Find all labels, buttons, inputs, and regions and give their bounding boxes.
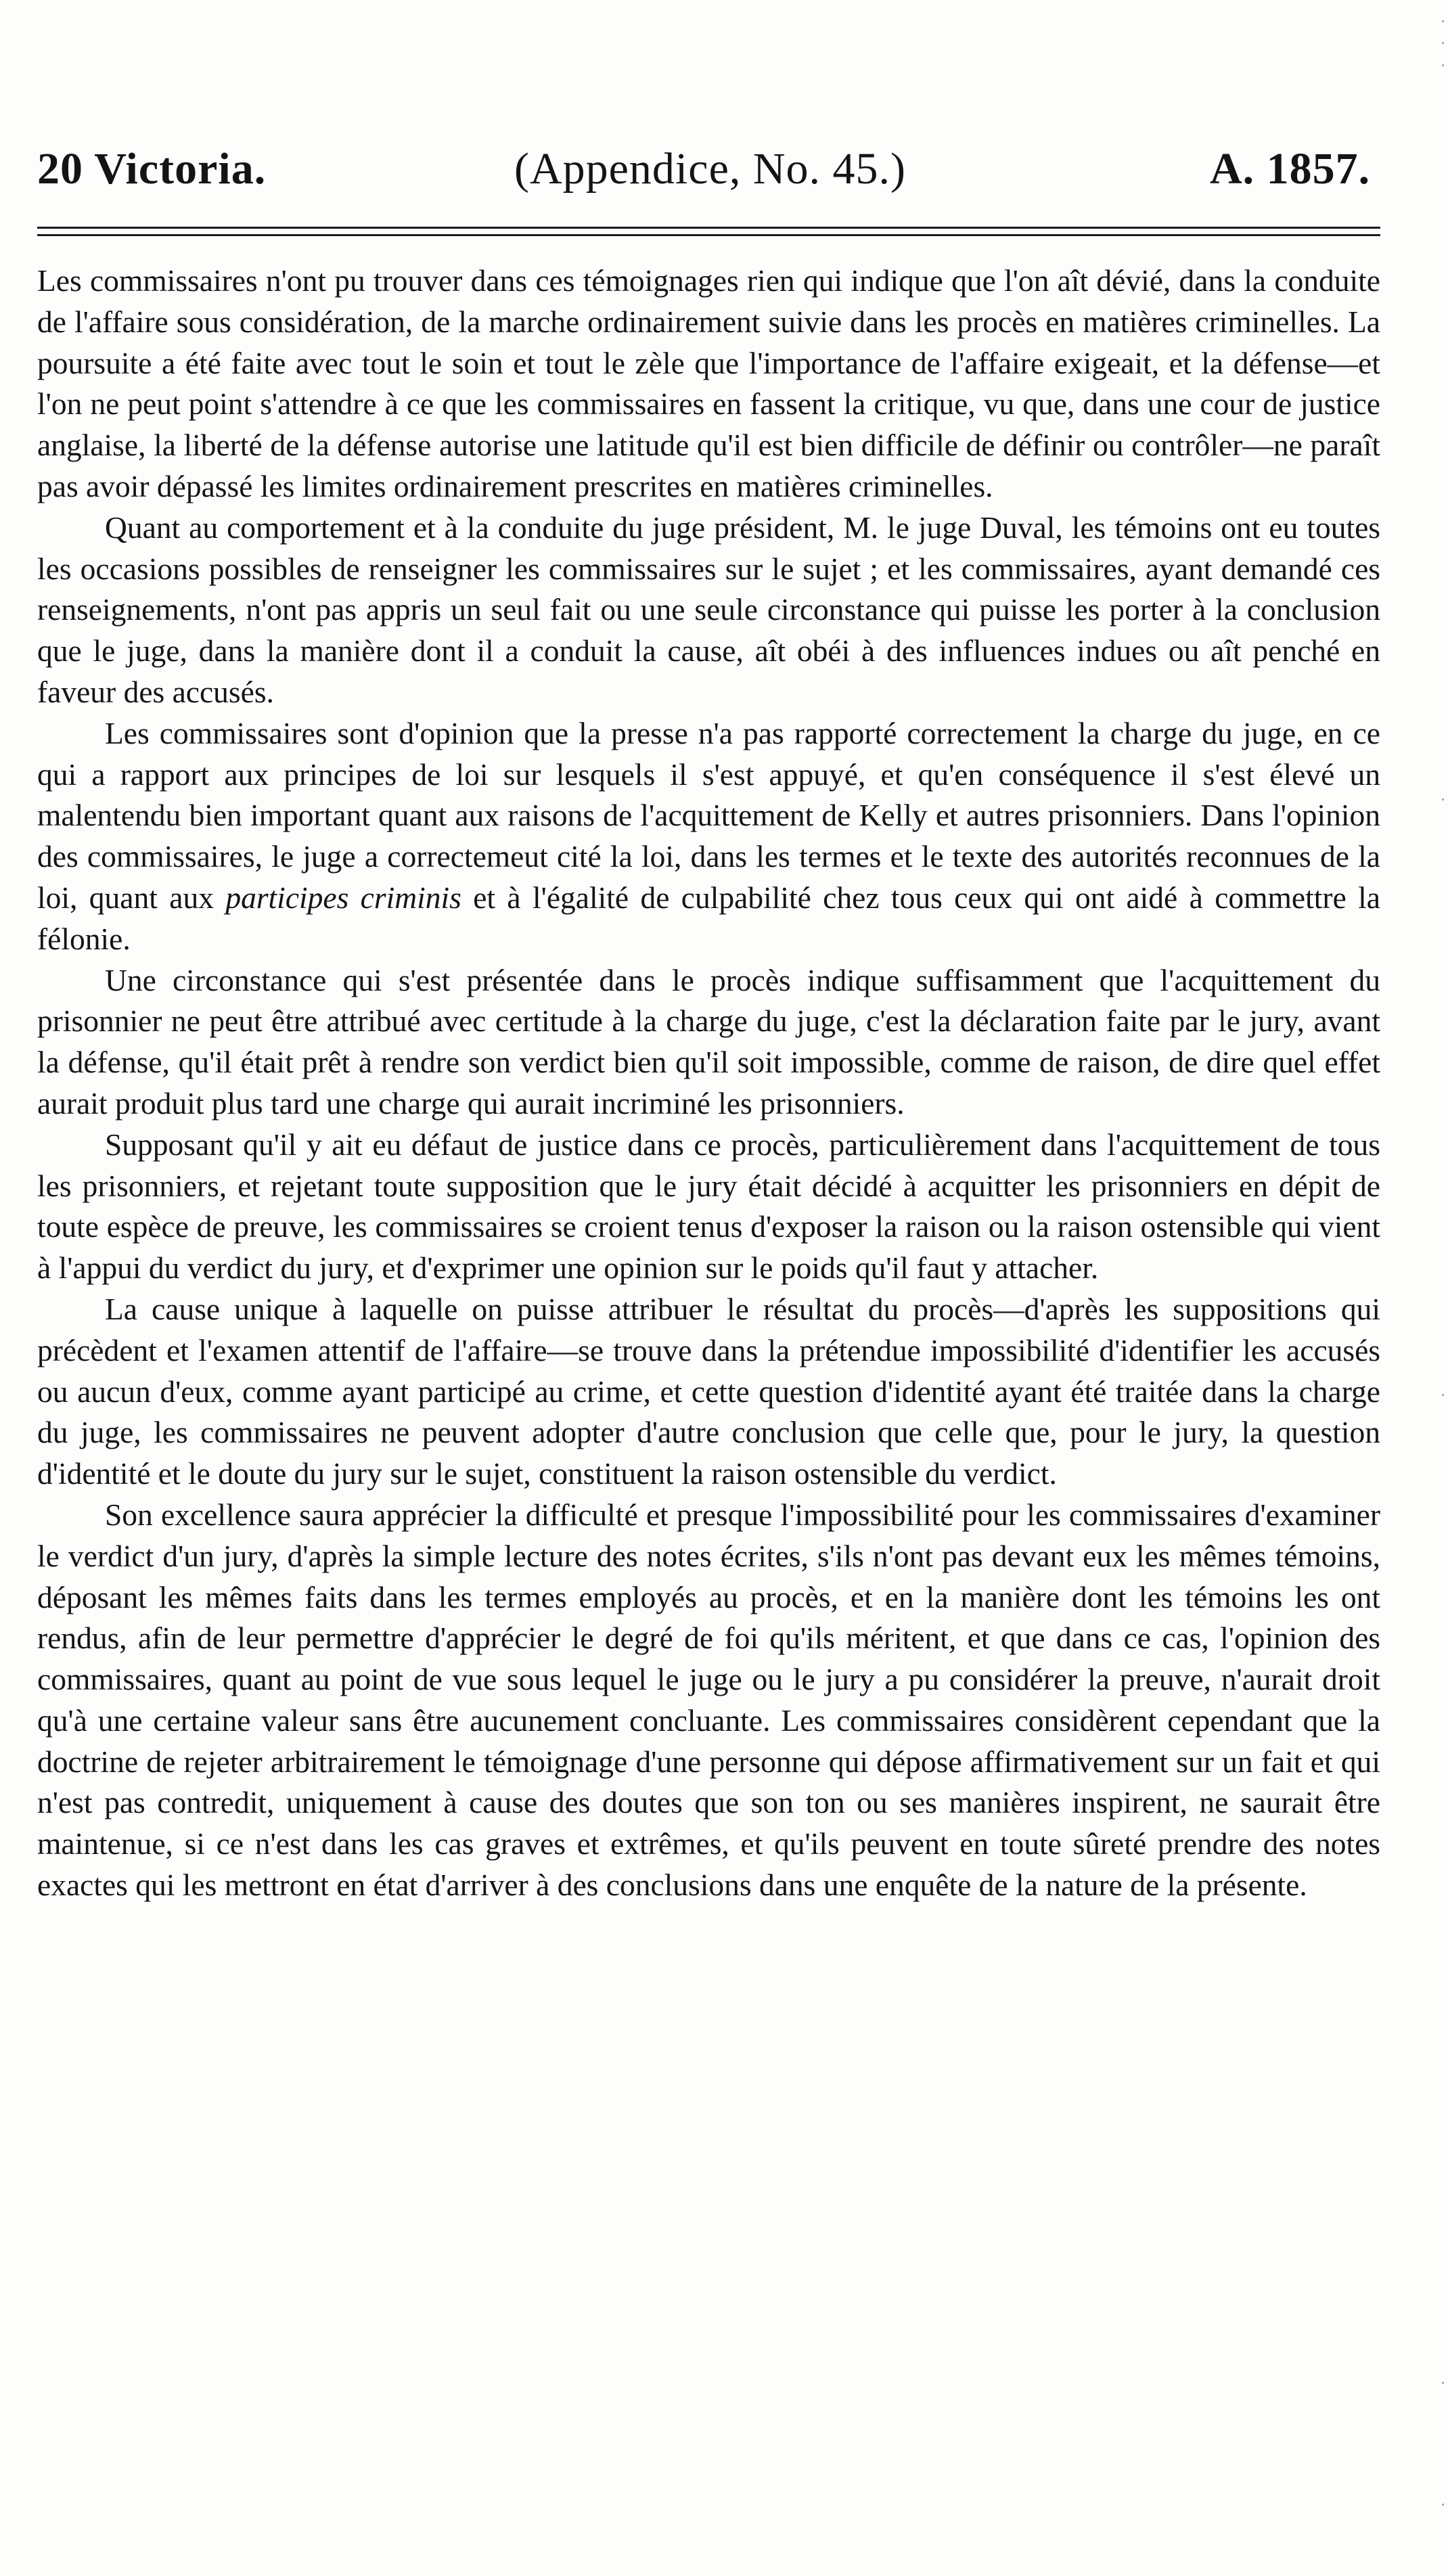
header-year: A. 1857. xyxy=(1210,144,1371,194)
body-text xyxy=(37,261,1380,1906)
paragraph-3-italic-term: participes criminis xyxy=(225,880,461,915)
paragraph-3 xyxy=(37,713,1380,960)
paragraph-3-text-after: et à l'égalité de culpabilité chez tous ceux qui ont aidé à commettre la félonie. xyxy=(37,880,1380,956)
header-session: 20 Victoria. xyxy=(37,144,267,194)
paragraph-5: Supposant qu'il y ait eu défaut de justice dans ce procès, particulièrement dans l'acquittement de tous les prisonniers, et rejetant toute supposition que le jury était décidé à acquitter les prisonniers en dépit de toute espèce de preuve, les commissaires se croient tenus d'exposer la raison ou la raison ostensible qui vient à l'appui du verdict du jury, et d'exprimer une opinion sur le poids qu'il faut y attacher. xyxy=(37,1127,1380,1286)
paragraph-4: Une circonstance qui s'est présentée dans le procès indique suffisamment que l'acquittement du prisonnier ne peut être attribué avec certitude à la charge du juge, c'est la déclaration faite par le jury, avant la défense, qu'il était prêt à rendre son verdict bien qu'il soit impossible, comme de raison, de dire quel effet aurait produit plus tard une charge qui aurait incriminé les prisonniers. xyxy=(37,962,1380,1121)
paragraph-1: Les commissaires n'ont pu trouver dans ces témoignages rien qui indique que l'on aît dévié, dans la conduite de l'affaire sous considération, de la marche ordinairement suivie dans les procès en matières criminelles. La poursuite a été faite avec tout le soin et tout le zèle que l'importance de l'affaire exigeait, et la défense—et l'on ne peut point s'attendre à ce que les commissaires en fassent la critique, vu que, dans une cour de justice anglaise, la liberté de la défense autorise une latitude qu'il est bien difficile de définir ou contrôler—ne paraît pas avoir dépassé les limites ordinairement prescrites en matières criminelles. xyxy=(37,263,1380,503)
header-rule-top xyxy=(37,227,1380,229)
paragraph-6: La cause unique à laquelle on puisse attribuer le résultat du procès—d'après les suppositions qui précèdent et l'examen attentif de l'affaire—se trouve dans la prétendue impossibilité d'identifier les accusés ou aucun d'eux, comme ayant participé au crime, et cette question d'identité ayant été traitée dans la charge du juge, les commissaires ne peuvent adopter d'autre conclusion que celle que, pour le jury, la question d'identité et le doute du jury sur le sujet, constituent la raison ostensible du verdict. xyxy=(37,1291,1380,1491)
scan-edge-specks xyxy=(1434,0,1448,2576)
paragraph-3-text-before: Les commissaires sont d'opinion que la presse n'a pas rapporté correctement la charge du juge, en ce qui a rapport aux principes de loi sur lesquels il s'est appuyé, et qu'en conséquence il s'est élevé un malentendu bien important quant aux raisons de l'acquittement de Kelly et autres prisonniers. Dans l'opinion des commissaires, le juge a correctemeut cité la loi, dans les termes et le texte des autorités reconnues de la loi, quant aux xyxy=(37,715,1380,915)
header-rule-bottom xyxy=(37,234,1380,236)
paragraph-2: Quant au comportement et à la conduite du juge président, M. le juge Duval, les témoins ont eu toutes les occasions possibles de renseigner les commissaires sur le sujet ; et les commissaires, ayant demandé ces renseignements, n'ont pas appris un seul fait ou une seule circonstance qui puisse les porter à la conclusion que le juge, dans la manière dont il a conduit la cause, aît obéi à des influences indues ou aît penché en faveur des accusés. xyxy=(37,510,1380,709)
paragraph-7: Son excellence saura apprécier la difficulté et presque l'impossibilité pour les commissaires d'examiner le verdict d'un jury, d'après la simple lecture des notes écrites, s'ils n'ont pas devant eux les mêmes témoins, déposant les mêmes faits dans les termes employés au procès, et en la manière dont les témoins les ont rendus, afin de leur permettre d'apprécier le degré de foi qu'ils méritent, et que dans ce cas, l'opinion des commissaires, quant au point de vue sous lequel le juge ou le jury a pu considérer la preuve, n'aurait droit qu'à une certaine valeur sans être aucunement concluante. Les commissaires considèrent cependant que la doctrine de rejeter arbitrairement le témoignage d'une personne qui dépose affirmativement sur un fait et qui n'est pas contredit, uniquement à cause des doutes que son ton ou ses manières inspirent, ne saurait être maintenue, si ce n'est dans les cas graves et extrêmes, et qu'ils peuvent en toute sûreté prendre des notes exactes qui les mettront en état d'arriver à des conclusions dans une enquête de la nature de la présente. xyxy=(37,1497,1380,1903)
page-header xyxy=(0,139,1448,200)
header-appendix: (Appendice, No. 45.) xyxy=(514,144,907,194)
